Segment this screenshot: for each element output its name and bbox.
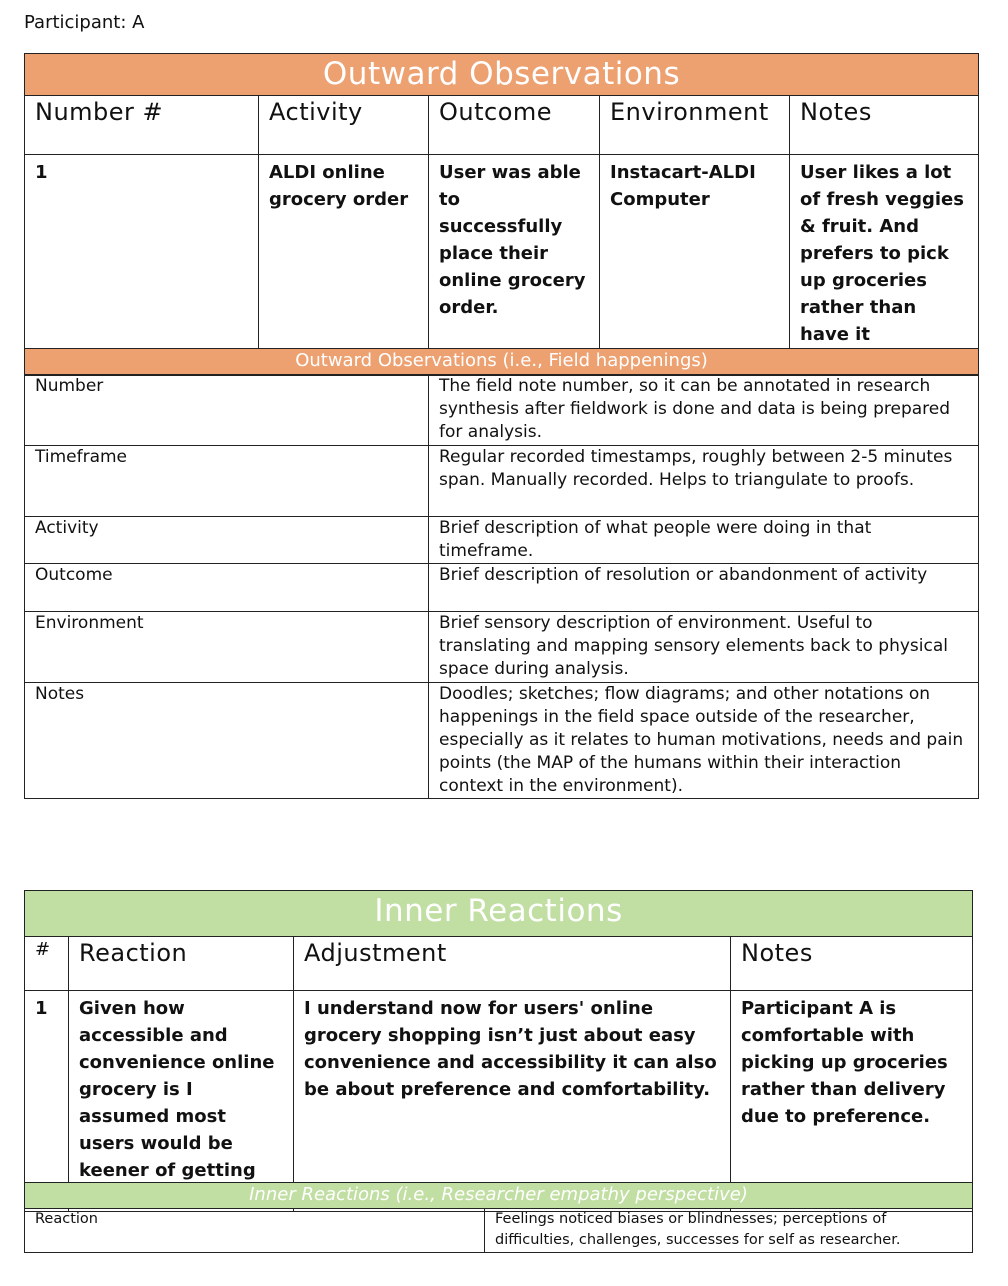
header-notes: Notes — [790, 96, 979, 155]
legend-term: Environment — [25, 612, 429, 683]
legend-term: Notes — [25, 683, 429, 799]
inner-reactions-table — [24, 890, 973, 1212]
legend-term: Number — [25, 375, 429, 446]
outward-legend-title: Outward Observations (i.e., Field happenings) — [25, 349, 979, 375]
outward-observations-table — [24, 53, 979, 376]
legend-desc: Doodles; sketches; flow diagrams; and other notations on happenings in the field space outside of the researcher, especially as it relates to human motivations, needs and pain points (the MAP of the humans within their interaction context in the environment). — [429, 683, 979, 799]
inner-row-number: 1 — [25, 991, 69, 1212]
header-reaction: Reaction — [69, 937, 294, 991]
legend-desc: Brief sensory description of environment. Useful to translating and mapping sensory elements back to physical space during analysis. — [429, 612, 979, 683]
header-hash: # — [25, 937, 69, 991]
inner-legend-title: Inner Reactions (i.e., Researcher empathy perspective) — [25, 1183, 973, 1209]
row-notes: User likes a lot of fresh veggies & fruit. And prefers to pick up groceries rather than have it — [790, 155, 979, 376]
header-outcome: Outcome — [429, 96, 600, 155]
legend-term: Activity — [25, 517, 429, 564]
row-activity: ALDI online grocery order — [259, 155, 429, 376]
legend-desc: Brief description of resolution or abandonment of activity — [429, 564, 979, 612]
header-number: Number # — [25, 96, 259, 155]
legend-desc: Regular recorded timestamps, roughly between 2-5 minutes span. Manually recorded. Helps to triangulate to proofs. — [429, 446, 979, 517]
header-adjustment: Adjustment — [294, 937, 731, 991]
inner-row-adjustment: I understand now for users' online grocery shopping isn’t just about easy convenience and accessibility it can also be about preference and comfortability. — [294, 991, 731, 1212]
outward-legend-table — [24, 348, 979, 799]
participant-label: Participant: A — [24, 12, 145, 33]
row-environment: Instacart-ALDI Computer — [600, 155, 790, 376]
header-activity: Activity — [259, 96, 429, 155]
legend-desc: The field note number, so it can be annotated in research synthesis after fieldwork is done and data is being prepared for analysis. — [429, 375, 979, 446]
inner-row-notes: Participant A is comfortable with picking up groceries rather than delivery due to preference. — [731, 991, 973, 1212]
legend-term: Outcome — [25, 564, 429, 612]
inner-legend-desc: Feelings noticed biases or blindnesses; perceptions of difficulties, challenges, successes for self as researcher. — [485, 1209, 973, 1253]
inner-title: Inner Reactions — [25, 891, 973, 937]
inner-legend-table — [24, 1182, 973, 1253]
outward-title: Outward Observations — [25, 54, 979, 96]
row-number: 1 — [25, 155, 259, 376]
legend-desc: Brief description of what people were doing in that timeframe. — [429, 517, 979, 564]
legend-term: Timeframe — [25, 446, 429, 517]
row-outcome: User was able to successfully place their online grocery order. — [429, 155, 600, 376]
header-environment: Environment — [600, 96, 790, 155]
inner-row-reaction: Given how accessible and convenience online grocery is I assumed most users would be keener of getting — [69, 991, 294, 1212]
inner-legend-term: Reaction — [25, 1209, 485, 1253]
header-inner-notes: Notes — [731, 937, 973, 991]
